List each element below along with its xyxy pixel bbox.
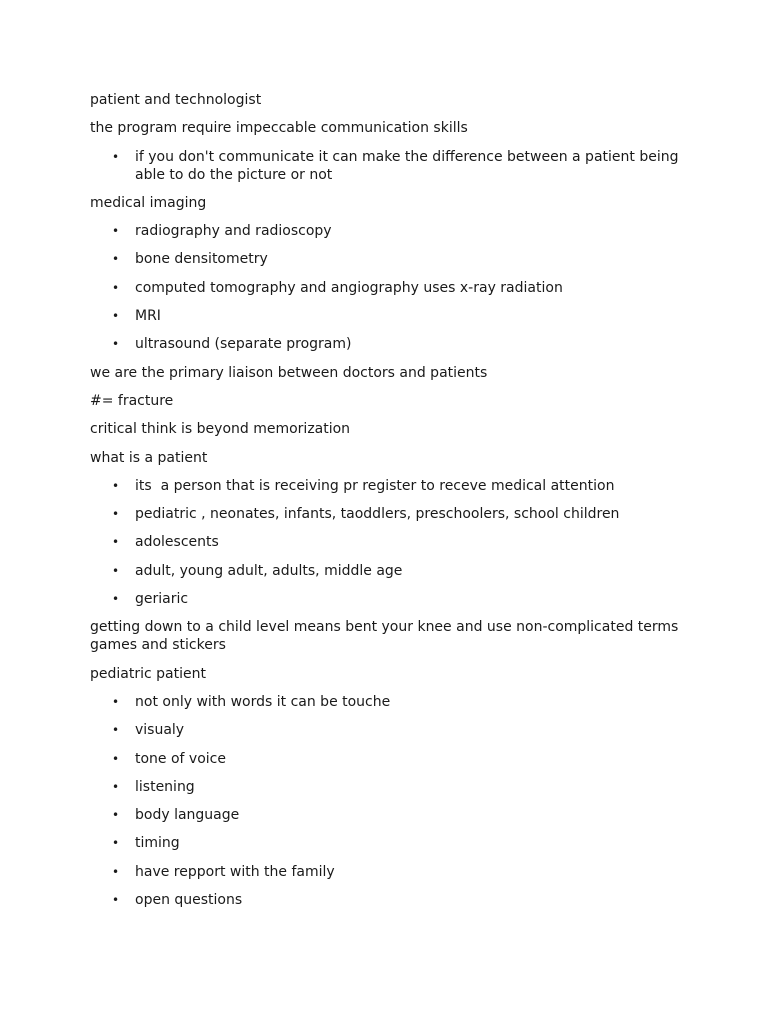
list-item-text: visualy <box>135 722 185 739</box>
bullet-list <box>90 222 690 353</box>
bullet-icon: • <box>112 563 120 578</box>
list-item <box>90 533 690 551</box>
list-item <box>90 750 690 768</box>
list-item-text: not only with words it can be touche <box>135 693 391 710</box>
bullet-icon: • <box>112 507 120 522</box>
list-item-text: adolescents <box>135 534 219 551</box>
list-item <box>90 335 690 353</box>
paragraph: getting down to a child level means bent your knee and use non-complicated terms games and stickers <box>90 619 679 654</box>
list-item <box>90 693 690 711</box>
list-item-text: computed tomography and angiography uses x-ray radiation <box>135 279 563 296</box>
bullet-icon: • <box>112 337 120 352</box>
bullet-list <box>90 477 690 608</box>
bullet-list <box>90 148 690 184</box>
list-item <box>90 778 690 796</box>
list-item <box>90 863 690 881</box>
list-item <box>90 477 690 495</box>
bullet-icon: • <box>112 478 120 493</box>
bullet-icon: • <box>112 723 120 738</box>
bullet-icon: • <box>112 836 120 851</box>
list-item <box>90 834 690 852</box>
paragraph: patient and technologist <box>90 92 262 108</box>
paragraph: #= fracture <box>90 392 174 409</box>
list-item-text: tone of voice <box>135 750 226 767</box>
paragraph: critical think is beyond memorization <box>90 421 351 438</box>
list-item <box>90 891 690 909</box>
bullet-icon: • <box>112 252 120 267</box>
paragraph: pediatric patient <box>90 665 206 682</box>
paragraph: we are the primary liaison between doctors and patients <box>90 364 488 381</box>
list-item-text: listening <box>135 778 195 795</box>
bullet-icon: • <box>112 309 120 324</box>
list-item-text: ultrasound (separate program) <box>135 336 352 353</box>
bullet-icon: • <box>112 808 120 823</box>
bullet-icon: • <box>112 864 120 879</box>
list-item-text: geriaric <box>135 591 189 608</box>
list-item-text: its a person that is receiving pr register to receve medical attention <box>135 477 615 494</box>
list-item-text: pediatric , neonates, infants, taoddlers, preschoolers, school children <box>135 506 620 523</box>
list-item <box>90 250 690 268</box>
list-item <box>90 222 690 240</box>
list-item-text: body language <box>135 807 240 824</box>
list-item-text: open questions <box>135 892 243 909</box>
list-item <box>90 307 690 325</box>
list-item <box>90 590 690 608</box>
list-item-text: timing <box>135 835 180 852</box>
list-item-text: have repport with the family <box>135 863 335 880</box>
list-item <box>90 721 690 739</box>
list-item-text: bone densitometry <box>135 251 268 268</box>
list-item <box>90 279 690 297</box>
bullet-icon: • <box>112 751 120 766</box>
paragraph: medical imaging <box>90 194 207 211</box>
bullet-icon: • <box>112 694 120 709</box>
bullet-icon: • <box>112 893 120 908</box>
document-page <box>90 91 690 919</box>
paragraph: the program require impeccable communication skills <box>90 120 468 137</box>
list-item-text: MRI <box>135 308 161 325</box>
list-item-text: if you don't communicate it can make the difference between a patient being able to do the picture or not <box>135 148 679 183</box>
list-item-text: radiography and radioscopy <box>135 223 332 240</box>
paragraph: what is a patient <box>90 449 208 466</box>
bullet-list <box>90 693 690 909</box>
bullet-icon: • <box>112 779 120 794</box>
list-item <box>90 562 690 580</box>
list-item <box>90 148 690 184</box>
bullet-icon: • <box>112 149 120 164</box>
list-item <box>90 806 690 824</box>
bullet-icon: • <box>112 592 120 607</box>
bullet-icon: • <box>112 535 120 550</box>
list-item-text: adult, young adult, adults, middle age <box>135 562 403 579</box>
bullet-icon: • <box>112 224 120 239</box>
bullet-icon: • <box>112 280 120 295</box>
list-item <box>90 505 690 523</box>
